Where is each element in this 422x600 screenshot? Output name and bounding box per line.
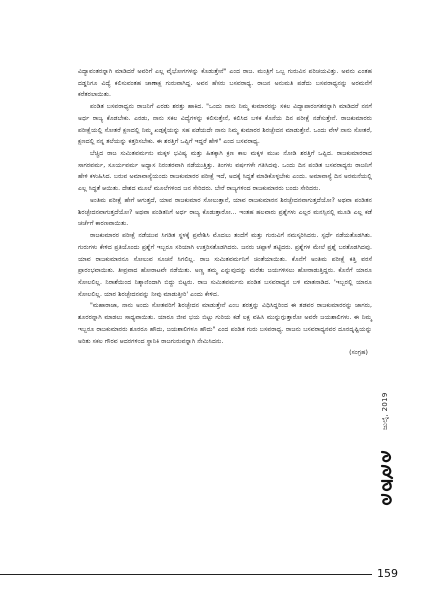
paragraph-5: ರಾಜಕುಮಾರರ ಪರೀಕ್ಷೆ ನಡೆಯುವ ಸಿಗಡಿತ ಸ್ಥಳಕ್ಕೆ ಪ್ರವೇಶಿಸಿ ಮೊದಲು ತಂದೆಗೆ ಮತ್ತು ಗುರುವಿಗೆ ನಮಸ್ಕರಿಸಿದರು. ಸ್ಪರ್ಧೆ ನಡೆಯತೊಡಗಿತು. ಗುರುಗಳು ಕೇಳಿದ ಪ್ರತಿಯೊಂದು ಪ್ರಶ್ನೆಗೆ ಇಬ್ಬರೂ ಸರಿಯಾಗಿ ಉತ್ತರಿಸತೊಡಗಿದರು. ಜನರು ಚಪ್ಪಾಳೆ ತಟ್ಟಿದರು. ಪ್ರಶ್ನೆಗಳ ಮೇಲೆ ಪ್ರಶ್ನೆ ಬರತೊಡಗಿದವು. ಯಾವ ರಾಜಕುಮಾರನೂ ಸೋಲುವ ಸೂಚನೆ ಸಿಗಲಿಲ್ಲ. ರಾಜ ಸುಮಿತವರ್ಮನಿಗೆ ಚಿಂತೆಯಾಯಿತು. ಕೊನೆಗೆ ಅಂತಿಮ ಪರೀಕ್ಷೆ ಕತ್ತಿ ವರಸೆ ಪ್ರಾರಂಭವಾಯಿತು. ತೀವ್ರವಾದ ಹೋರಾಟವೇ ನಡೆಯಿತು. ಅಣ್ಣ ತಮ್ಮ ಎನ್ನುವುದನ್ನು ಮರೆತು ಜಯಗಳಿಸಲು ಹೋರಾಡುತ್ತಿದ್ದರು. ಕೊನೆಗೆ ಯಾರೂ ಸೋಲಲಿಲ್ಲ. ನಿರಾಶೆಯಿಂದ ನಿಶ್ಶಾಣಿಂದಾಗಿ ಬಿದ್ದು ಬಿಟ್ಟರು. ರಾಜ ಸುಮಿತವರ್ಮನು ಪಂಡಿತ ಬಸವರಾಧ್ಯನ ಬಳಿ ಮಾತನಾಡಿದ. 'ಇಬ್ಬರಲ್ಲಿ ಯಾರೂ ಸೋಲಲಿಲ್ಲ. ಯಾರ ಶಿರಚ್ಛೇದನವನ್ನು ನೀವು ಮಾಡುತ್ತೀರಿ' ಎಂದು ಕೇಳಿದ. — [78, 232, 372, 298]
issue-date: ಜುಲೈ, 2019 — [381, 392, 389, 430]
paragraph-1: ವಿದ್ಯಾವಂತರನ್ನಾಗಿ ಮಾಡಿದರೆ ಅವರಿಗೆ ಎಲ್ಲ ವೈಭೋಗಗಳನ್ನು ಕೊಡುತ್ತೇನೆ" ಎಂದ ರಾಜ. ಮಂತ್ರಿಗೆ ಒಬ್ಬ ಗುರುವಿನ ಪರಿಚಯವಿತ್ತು. ಅವನು ಎಂತಹ ದಡ್ಡನಿಗೂ ವಿದ್ಯೆ ಕಲಿಸುವಂತಹ ಚಾಣಾಕ್ಷ ಗುರುವಾಗಿದ್ದ. ಅವನ ಹೆಸರು ಬಸವರಾಧ್ಯ. ರಾಜನ ಅನುಮತಿ ಪಡೆದು ಬಸವರಾಧ್ಯನನ್ನು ಅರಮನೆಗೆ ಕರೆತರಲಾಯಿತು. — [78, 68, 372, 99]
article-body — [78, 66, 372, 359]
article-signature: (ಸಂಗ್ರಹ) — [349, 349, 368, 357]
paragraph-2: ಪಂಡಿತ ಬಸವರಾಧ್ಯನು ರಾಜನಿಗೆ ಎರಡು ಶರತ್ತು ಹಾಕಿದ. "ಒಂದು ನಾನು ನಿಮ್ಮ ಕುಮಾರರನ್ನು ಸಕಲ ವಿದ್ಯಾಪಾರಂಗತರನ್ನಾಗಿ ಮಾಡಿದರೆ ನನಗೆ ಅರ್ಧ ರಾಜ್ಯ ಕೊಡಬೇಕು. ಎರಡು, ನಾನು ಸಕಲ ವಿದ್ಯೆಗಳನ್ನು ಕಲಿಸುತ್ತೇನೆ, ಕಲಿಸಿದ ಬಳಿಕ ಕೊನೆಯ ದಿನ ಪರೀಕ್ಷೆ ನಡೆಸುತ್ತೇನೆ. ರಾಜಕುಮಾರರು ಪರೀಕ್ಷೆಯಲ್ಲಿ ಸೋತರೆ ಕ್ಷಣದಲ್ಲಿ ನಿಮ್ಮ ಖಡ್ಗಕೈಯನ್ನು ಸಹ ಪಡೆಯದೇ ನಾನು ನಿಮ್ಮ ಕುಮಾರರ ಶಿರಚ್ಛೇದನ ಮಾಡುತ್ತೇನೆ. ಒಂದು ವೇಳೆ ನಾನು ಸೋತರೆ, ಕ್ಷಣದಲ್ಲಿ ನನ್ನ ತಲೆಯನ್ನು ಕತ್ತರಿಸಬೇಕು. ಈ ಶರತ್ತಿಗೆ ಒಪ್ಪಿಗೆ ಇದ್ದರೆ ಹೇಳಿ" ಎಂದ ಬಸವರಾಧ್ಯ. — [78, 103, 372, 146]
paragraph-4: ಅಂತಿಮ ಪರೀಕ್ಷೆ ಹೇಗೆ ಆಗುತ್ತದೆ, ಯಾವ ರಾಜಕುಮಾರ ಸೋಲುತ್ತಾನೆ, ಯಾವ ರಾಜಕುಮಾರನ ಶಿರಚ್ಛೇದನವಾಗುತ್ತದೆಯೋ? ಅಥವಾ ಪಂಡಿತನ ಶಿರಚ್ಛೇದನವಾಗುತ್ತದೆಯೋ? ಅಥವಾ ಪಂಡಿತನಿಗೆ ಅರ್ಧ ರಾಜ್ಯ ಕೊಡುತ್ತಾರೋ... ಇಂತಹ ಹಲವಾರು ಪ್ರಶ್ನೆಗಳು ಎಲ್ಲರ ಮನಸ್ಸಿನಲ್ಲಿ ಮೂಡಿ ಎಲ್ಲ ಕಡೆ ಚರ್ಚೆಗೆ ಕಾರಣವಾಯಿತು. — [78, 196, 372, 228]
paragraph-6: "ಮಹಾರಾಜಾ, ನಾನು ಅಂದು ಸೋತವರಿಗೆ ಶಿರಚ್ಛೇದನ ಮಾಡುತ್ತೇನೆ ಎಂಬ ಶರತ್ತನ್ನು ವಿಧಿಸಿದ್ದರಿಂದ ಈ ತಡವರ ರಾಜಕುಮಾರರನ್ನು ಜಾಗರು, ಶೂರರನ್ನಾಗಿ ಮಾಡಲು ಸಾಧ್ಯವಾಯಿತು. ಯಾರೂ ಜೀವ ಭಯ ಬಿಟ್ಟು ಗುರಿಯ ಕಡೆ ಲಕ್ಷ ವಹಿಸಿ ಮುನ್ನುಗ್ಗುತ್ತಾರೋ ಅವರೇ ಜಯಶಾಲಿಗಳು. ಈ ನಿಮ್ಮ ಇಬ್ಬರೂ ರಾಜಕುಮಾರರು ಶೂರರೂ ಹೌದು, ಜಯಶಾಲಿಗಳೂ ಹೌದು" ಎಂದ ಪಂಡಿತ ಗುರು ಬಸವರಾಧ್ಯ. ರಾಜನು ಬಸವರಾಧ್ಯನವರ ದೂರದೃಷ್ಟಿಯನ್ನು ಅರಿತು ಸಕಲ ಗೌರವ ಆದರಗಳಿಂದ ಸ್ಥಾನಿಕಿ ರಾಜಗುರುವನ್ನಾಗಿ ನೇಮಿಸಿದನು. — [78, 302, 372, 345]
footer-rule — [0, 574, 372, 575]
paragraph-3: ಬೆಚ್ಚಿದ ರಾಜ ಸುಮಿತವರ್ಮನು ಮಕ್ಕಳ ಭವಿಷ್ಯ ಮತ್ತು ಹಿತಕ್ಕಾಗಿ ಕ್ರಣ ಕಾಲ ಮಕ್ಕಳ ಮುಖ ನೋಡಿ ಶರತ್ತಿಗೆ ಒಪ್ಪಿದ. ರಾಜಕುಮಾರರಾದ ಸಾಗರವರ್ಮ, ಸೂರ್ಯವರ್ಮ ಅಧ್ಯಾಸ ನಿರಂತರವಾಗಿ ನಡೆಯುತ್ತಿತ್ತು. ತಿಂಗಳು ವರ್ಷಗಳೇ ಗತಿಸಿದವು. ಒಂದು ದಿನ ಪಂಡಿತ ಬಸವರಾಧ್ಯರು ರಾಜನಿಗೆ ಹೇಳಿ ಕಳುಹಿಸಿದ. ಬರುವ ಅಮಾವಾಸ್ಯೆಯಂದು ರಾಜಕುಮಾರರ ಪರೀಕ್ಷೆ ಇದೆ, ಅದಕ್ಕೆ ಸಿದ್ಧತೆ ಮಾಡಿಕೊಳ್ಳಬೇಕು ಎಂದು. ಅಮಾವಾಸ್ಯೆ ದಿನ ಅರಮನೆಯಲ್ಲಿ ಎಲ್ಲ ಸಿದ್ಧತೆ ಆಯಿತು. ದೇಶದ ಮೂಲೆ ಮೂಲೆಗಳಿಂದ ಜನ ಸೇರಿದರು. ಬೇರೆ ರಾಜ್ಯಗಳಿಂದ ರಾಜಕುಮಾರರು ಬಂದು ಸೇರಿದರು. — [78, 150, 372, 193]
page-number: 159 — [377, 567, 398, 580]
magazine-logo — [379, 448, 395, 508]
magazine-logo-mark — [379, 448, 395, 508]
